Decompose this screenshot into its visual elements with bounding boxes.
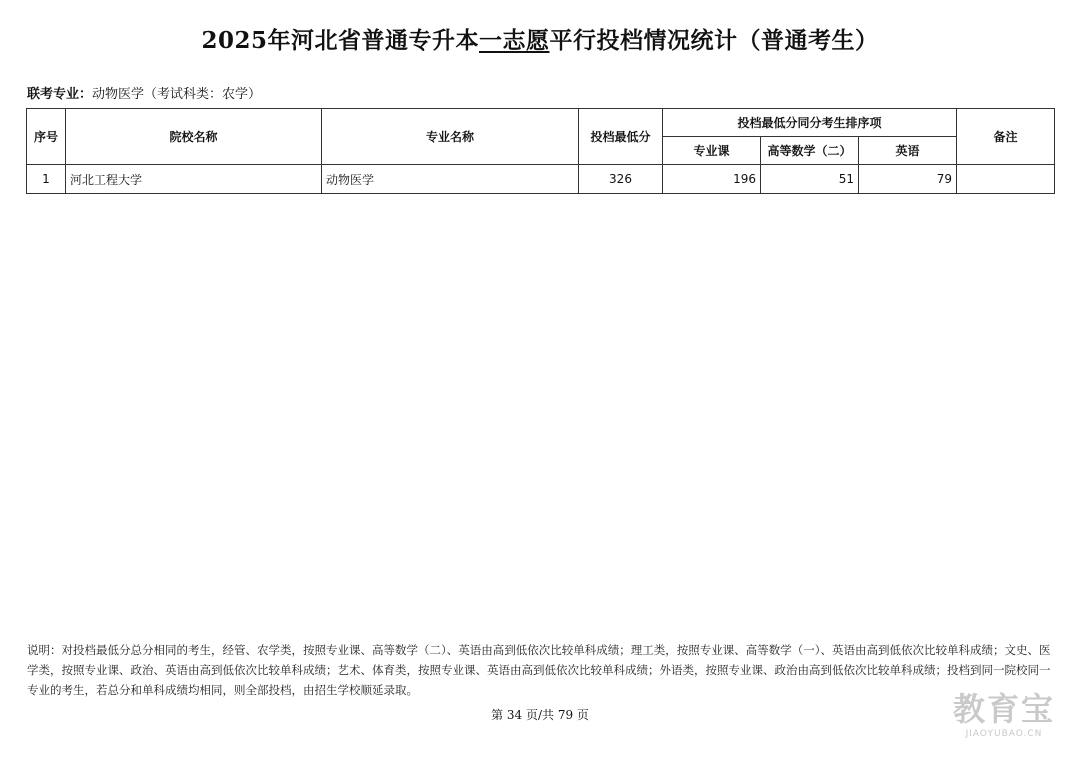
header-index: 序号 [27, 109, 66, 165]
cell-sub-english: 79 [859, 165, 957, 194]
watermark-main: 教育宝 [952, 690, 1055, 728]
major-value: 动物医学（考试科类：农学） [92, 87, 262, 102]
watermark-sub: JIAOYUBAO.CN [965, 729, 1043, 739]
title-underlined: 一志愿 [479, 27, 550, 54]
cell-major: 动物医学 [322, 165, 579, 194]
page-title [0, 22, 1080, 55]
cell-sub-professional: 196 [663, 165, 761, 194]
title-suffix: 平行投档情况统计（普通考生） [549, 27, 879, 54]
header-remark: 备注 [957, 109, 1055, 165]
header-tie-group: 投档最低分同分考生排序项 [663, 109, 957, 137]
cell-sub-math: 51 [761, 165, 859, 194]
cell-index: 1 [27, 165, 66, 194]
header-school: 院校名称 [66, 109, 322, 165]
major-info [27, 83, 261, 102]
title-prefix: 2025年河北省普通专升本 [201, 27, 479, 54]
page-number: 第 34 页/共 79 页 [491, 708, 589, 722]
explanation-note: 说明：对投档最低分总分相同的考生，经管、农学类，按照专业课、高等数学（二）、英语由高到低依次比较单科成绩；理工类，按照专业课、高等数学（一）、英语由高到低依次比较单科成绩；文史、医学类，按照专业课、政治、英语由高到低依次比较单科成绩；艺术、体育类，按照专业课、英语由高到低依次比较单科成绩；外语类，按照专业课、政治由高到低依次比较单科成绩；投档到同一院校同一专业的考生，若总分和单科成绩均相同，则全部投档，由招生学校顺延录取。 [27, 643, 1051, 697]
cell-school: 河北工程大学 [66, 165, 322, 194]
header-row-1 [27, 109, 1055, 137]
header-major: 专业名称 [322, 109, 579, 165]
table-row [27, 165, 1055, 194]
watermark-logo [948, 690, 1060, 740]
header-sub-english: 英语 [859, 137, 957, 165]
cell-min-score: 326 [579, 165, 663, 194]
admission-table [26, 108, 1055, 194]
header-min-score: 投档最低分 [579, 109, 663, 165]
major-label: 联考专业： [27, 87, 93, 102]
cell-remark [957, 165, 1055, 194]
header-sub-professional: 专业课 [663, 137, 761, 165]
header-sub-math: 高等数学（二） [761, 137, 859, 165]
